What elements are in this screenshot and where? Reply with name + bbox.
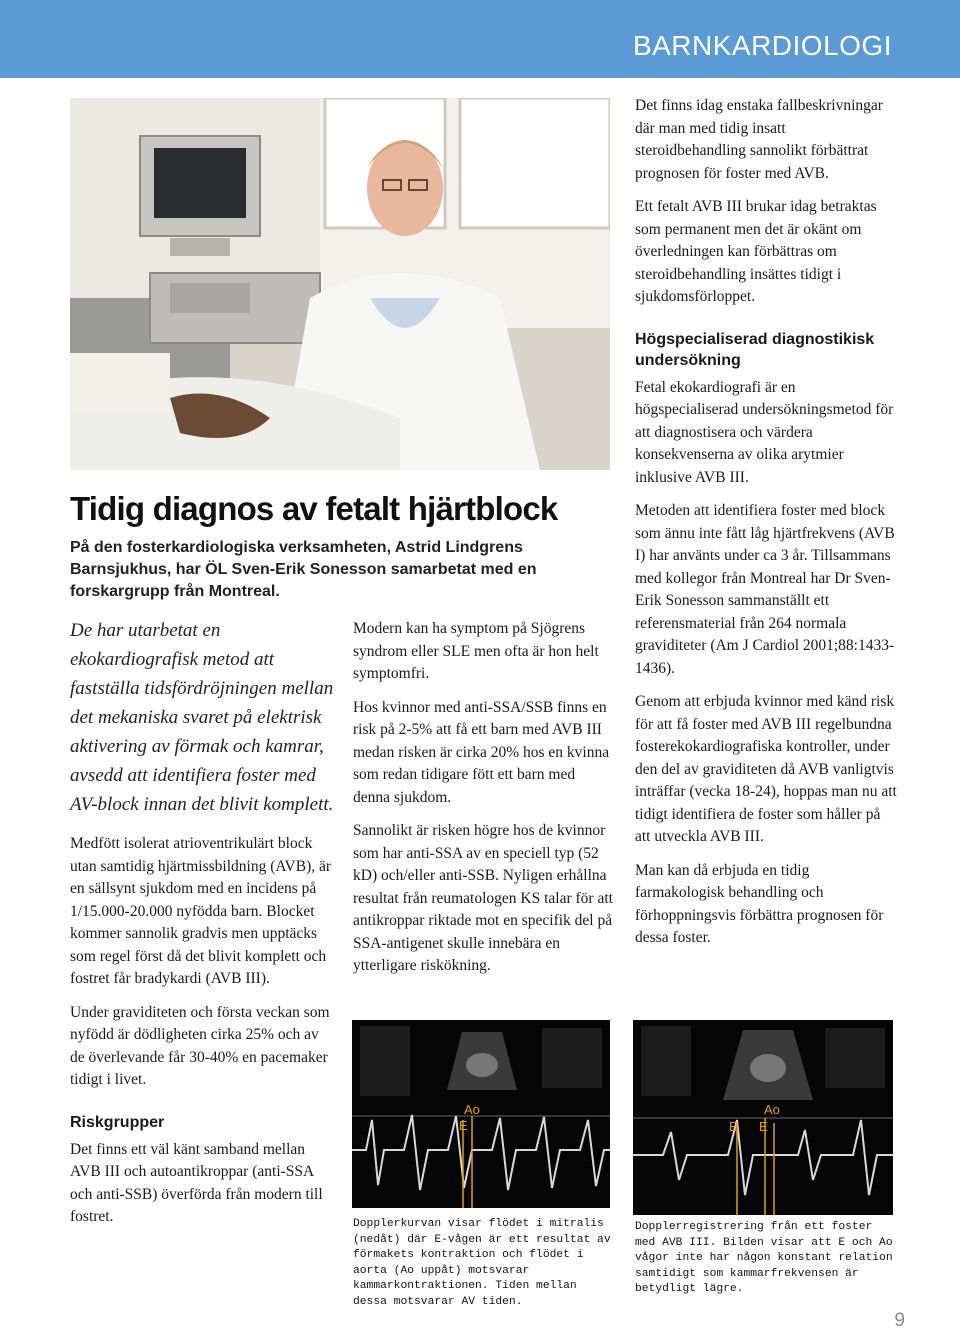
article-lead: På den fosterkardiologiska verksamheten, Astrid Lindgrens Barnsjukhus, har ÖL Sven-Erik Sonesson samarbetat med en forskargrupp från Montreal. xyxy=(70,539,537,600)
doppler-figure-1 xyxy=(352,1020,610,1208)
col3-paragraph-3: Fetal ekokardiografi är en högspecialiserad undersökningsmetod för att diagnostisera och värdera konsekvenserna av olika arytmier inklusive AVB III. xyxy=(635,378,894,486)
marker-e-fig1: E xyxy=(459,1118,468,1133)
marker-e-fig2-left: E xyxy=(729,1119,738,1134)
page-number: 9 xyxy=(894,1310,905,1331)
article-title: Tidig diagnos av fetalt hjärtblock xyxy=(70,490,558,527)
marker-ao-fig1: Ao xyxy=(464,1102,480,1117)
col3-paragraph-6: Man kan då erbjuda en tidig farmakologisk behandling och förhoppningsvis förbättra prognosen för dessa foster. xyxy=(635,861,884,946)
heading-diagnostik: Högspecialiserad diagnostikisk undersökning xyxy=(635,330,875,369)
article-photo xyxy=(70,98,610,470)
marker-ao-fig2: Ao xyxy=(764,1102,780,1117)
article-intro: De har utarbetat en ekokardiografisk metod att fastställa tidsfördröjningen mellan det mekaniska svaret på elektrisk aktivering av förmak och kamrar, avsedd att identifiera foster med AV-block innan det blivit komplett. xyxy=(70,620,334,815)
col3-paragraph-1: Det finns idag enstaka fallbeskrivningar där man med tidig insatt steroidbehandling sannolikt förbättrat prognosen för foster med AVB. xyxy=(635,97,883,182)
col3-paragraph-5: Genom att erbjuda kvinnor med känd risk för att få foster med AVB III regelbundna fosterekokardiografiska kontroller, under den del av graviditeten då AVB vanligtvis inträffar (vecka 18-24), hoppas man nu att tidigt identifiera de foster som håller på att utveckla AVB III. xyxy=(635,693,897,845)
column-3 xyxy=(635,95,897,961)
marker-e-fig2-right: E xyxy=(759,1119,768,1134)
section-label: BARNKARDIOLOGI xyxy=(632,30,892,61)
col3-paragraph-4: Metoden att identifiera foster med block som ännu inte fått låg hjärtfrekvens (AVB I) har använts under ca 3 år. Tillsammans med kollegor från Montreal har Dr Sven-Erik Sonesson sammanställt ett referensmaterial från 264 normala graviditeter (Am J Cardiol 2001;88:1433-1436). xyxy=(635,502,895,677)
col2-paragraph-1: Modern kan ha symptom på Sjögrens syndrom eller SLE men ofta är hon helt symptomfri. xyxy=(353,620,599,682)
col3-paragraph-2: Ett fetalt AVB III brukar idag betraktas som permanent men det är okänt om överledningen kan förbättras om steroidbehandling insättes tidigt i sjukdomsförloppet. xyxy=(635,198,877,305)
col2-paragraph-2: Hos kvinnor med anti-SSA/SSB finns en risk på 2-5% att få ett barn med AVB III medan risken är cirka 20% hos en kvinna som redan tidigare fött ett barn med denna sjukdom. xyxy=(353,698,610,806)
col1-paragraph-1: Medfött isolerat atrioventrikulärt block utan samtidig hjärtmissbildning (AVB), är en sällsynt sjukdom med en incidens på 1/15.000-20.000 nyfödda barn. Blocket kommer sannolik gradvis men upptäcks som regel först då det blivit komplett och fostret får bradykardi (AVB III). xyxy=(70,835,332,987)
column-1 xyxy=(70,616,335,1240)
col1-paragraph-3: Det finns ett väl känt samband mellan AVB III och autoantikroppar (anti-SSA och anti-SSB) överförda från modern till fostret. xyxy=(70,1140,323,1225)
heading-riskgrupper: Riskgrupper xyxy=(70,1113,165,1131)
doppler-figure-2 xyxy=(633,1020,893,1215)
figure-2-caption: Dopplerregistrering från ett foster med AVB III. Bilden visar att E och Ao vågor inte har någon konstant relation samtidigt som kammarfrekvensen är betydligt lägre. xyxy=(635,1221,893,1295)
column-2 xyxy=(353,618,615,989)
col2-paragraph-3: Sannolikt är risken högre hos de kvinnor som har anti-SSA av en speciell typ (52 kD) och/eller anti-SSB. Nyligen erhållna resultat från reumatologen KS talar för att antikroppar riktade mot en specifik del på SSA-antigenet skulle innebära en ytterligare riskökning. xyxy=(353,822,613,974)
figure-1-caption: Dopplerkurvan visar flödet i mitralis (nedåt) där E-vågen är ett resultat av förmakets kontraktion och flödet i aorta (Ao uppåt) motsvarar kammarkontraktionen. Tiden mellan dessa motsvarar AV tiden. xyxy=(353,1218,611,1308)
col1-paragraph-2: Under graviditeten och första veckan som nyfödd är dödligheten cirka 25% och av de överlevande får 30-40% en pacemaker tidigt i livet. xyxy=(70,1003,330,1088)
